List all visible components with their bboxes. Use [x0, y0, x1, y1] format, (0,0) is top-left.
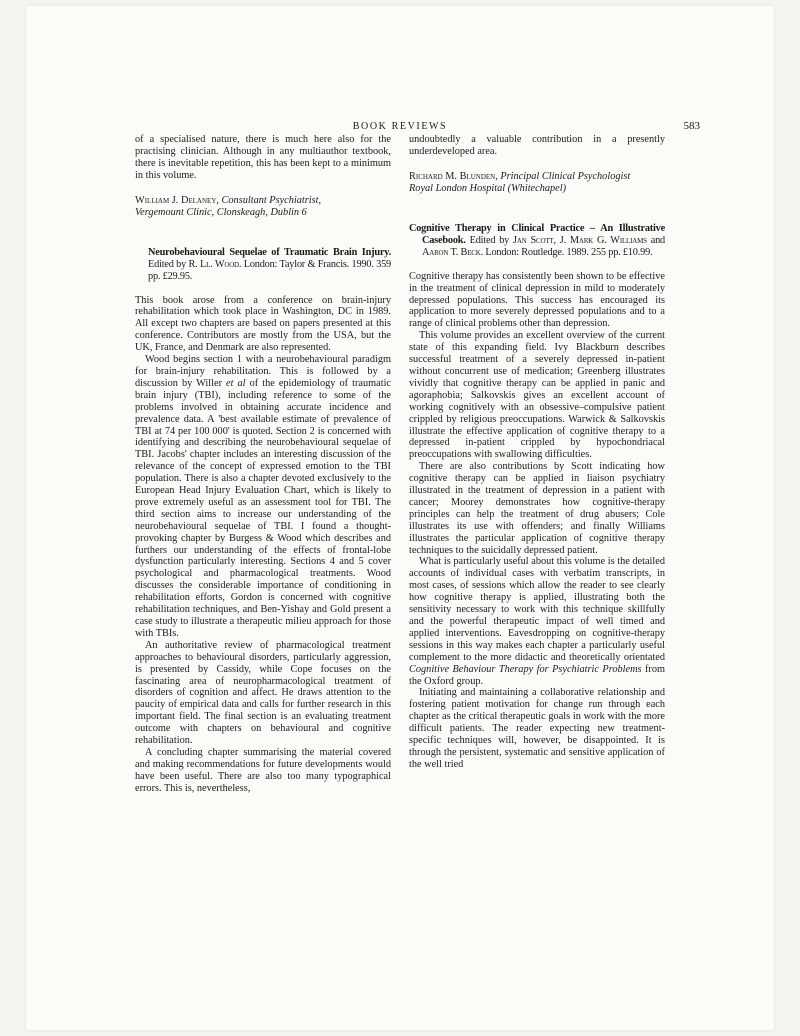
edited-by-text: Edited by [148, 258, 189, 270]
reviewer-address: Royal London Hospital (Whitechapel) [409, 182, 567, 194]
review-paragraph: This volume provides an excellent overview of the current state of this expanding field. Ivy Blackburn describes successful treatment of a severely depressed in-patient without concurrent use of medication; Greenberg illustrates vividly that cognitive therapy can be applied in panic and agoraphobia; Salkovskis gives an excellent account of working cognitively with an obsessive–compulsive patient crippled by religious preoccupations. Warwick & Salkovskis illustrate the effective application of cognitive therapy to a depressed in-patient crippled by hypochondriacal preoccupations with swallowing difficulties. [409, 330, 665, 461]
paragraph-italic-text: et al [226, 377, 246, 389]
reviewer-role: Consultant Psychiatrist, [218, 194, 322, 206]
and-text: and [646, 234, 666, 246]
continuation-paragraph: of a specialised nature, there is much here also for the practising clinician. Although in any multiauthor textbook, there is inevitable repetition, this has been kept to a minimum in this volume. [135, 134, 391, 181]
running-title: BOOK REVIEWS [352, 121, 448, 132]
review-paragraph: There are also contributions by Scott indicating how cognitive therapy can be applied in liaison psychiatry illustrated in the treatment of depression in a patient with cancer; Moorey demonstrates how cognitive-therapy principles can help the treatment of drug abusers; Cole illustrates its use with offenders; and finally Williams illustrates the particular application of cognitive therapy techniques to the suicidally depressed patient. [409, 461, 665, 556]
paragraph-text: of the epidemiology of traumatic brain injury (TBI), including reference to some of the problems involved in obtaining accurate incidence and prevalence data. A 'best available estimate of prevalence of TBI at 74 per 100 000' is quoted. Section 2 is concerned with identifying and describing the neurobehavioural sequelae of TBI. Jacobs' chapter includes an interesting discussion of the relevance of the concept of expressed emotion to the TBI population. There is also a chapter devoted exclusively to the European Head Injury Evaluation Chart, which is likely to prove extremely useful as an assessment tool for TBI. The third section aims to increase our understanding of the neurobehavioural sequelae of TBI. I found a thought-provoking chapter by Burgess & Wood which describes and furthers our understanding of the effects of frontal-lobe dysfunction particularly interesting. Sections 4 and 5 cover psychological and pharmacological treatments. Wood discusses the considerable importance of conditioning in rehabilitation efforts, Gordon is concerned with cognitive rehabilitation techniques, and Ben-Yishay and Gold present a case study to illustrate a therapeutic milieu approach for those with TBIs. [135, 377, 392, 639]
reviewer-signature [409, 171, 665, 195]
review-section [409, 223, 665, 771]
page-number: 583 [683, 120, 700, 132]
continuation-paragraph: undoubtedly a valuable contribution in a presently underdeveloped area. [409, 134, 665, 157]
review-paragraph: Cognitive therapy has consistently been shown to be effective in the treatment of clinical depression in mild to moderately depressed populations. This success has encouraged its application to more severely depressed populations and to a range of clinical problems other than depression. [409, 270, 665, 330]
reviewer-signature [135, 195, 391, 219]
journal-page [26, 6, 774, 1030]
reviewer-name: Richard M. Blunden, [409, 170, 498, 182]
reviewer-role: Principal Clinical Psychologist [497, 170, 631, 182]
review-paragraph: A concluding chapter summarising the material covered and making recommendations for future developments would have been useful. There are also too many typographical errors. This is, nevertheless, [135, 746, 391, 794]
paragraph-italic-text: Cognitive Behaviour Therapy for Psychiatric Problems [409, 663, 642, 675]
left-column [135, 134, 391, 795]
review-paragraph [409, 556, 665, 687]
book-title: Cognitive Therapy in Clinical Practice – An Illustrative Casebook. [409, 223, 665, 246]
paragraph-text: Wood begins section 1 with a neurobehavioural paradigm for brain-injury rehabilitation. This is followed by a discussion by Willer [135, 354, 391, 389]
edited-by-text: Edited by [465, 234, 514, 246]
book-title: Neurobehavioural Sequelae of Traumatic Brain Injury. [148, 246, 391, 258]
paragraph-text: What is particularly useful about this volume is the detailed accounts of individual cases with verbatim transcripts, in most cases, of sessions which allow the reader to see clearly how cognitive therapy is applied, illustrating both the sensitivity necessary to work with this technique skillfully and the powerful therapeutic impact of well timed and applied interventions. Eavesdropping on cognitive-therapy sessions in this way makes each chapter a particularly useful complement to the more didactic and theoretically orientated [409, 556, 665, 663]
review-heading [409, 223, 665, 259]
reviewer-address: Vergemount Clinic, Clonskeagh, Dublin 6 [135, 206, 307, 218]
imprint-text: . London: Routledge. 1989. 255 pp. £10.99. [480, 246, 653, 258]
editor-names: Jan Scott, J. Mark G. Williams [513, 234, 647, 246]
review-heading [135, 247, 391, 283]
review-paragraph [135, 354, 391, 640]
reviewer-name: William J. Delaney, [135, 194, 219, 206]
paragraph-text: from the Oxford group. [409, 663, 666, 687]
review-section [135, 247, 391, 795]
review-paragraph: This book arose from a conference on brain-injury rehabilitation which took place in Washington, DC in 1989. All except two chapters are based on papers presented at this conference. Contributors are mostly from the USA, but the UK, France, and Denmark are also represented. [135, 294, 391, 354]
imprint-text: . London: Taylor & Francis. 1990. 359 pp. £29.95. [148, 258, 391, 282]
editor-names: R. Ll. Wood [188, 258, 239, 270]
review-paragraph: Initiating and maintaining a collaborative relationship and fostering patient motivation for change run through each chapter as the critical therapeutic goals in work with the more difficult patients. The reader expecting new treatment-specific techniques will, however, be disappointed. It is through the persistent, systematic and sensitive application of the well tried [409, 687, 665, 770]
right-column [409, 134, 665, 771]
editor-names: Aaron T. Beck [422, 246, 481, 258]
review-paragraph: An authoritative review of pharmacological treatment approaches to behavioural disorders, particularly aggression, is presented by Cassidy, while Cope focuses on the fascinating area of neuropharmacological treatment of disorders of cognition and affect. He draws attention to the paucity of empirical data and calls for further research in this important field. The final section is an evaluating treatment outcome with chapters on behavioural and cognitive rehabilitation. [135, 639, 391, 747]
